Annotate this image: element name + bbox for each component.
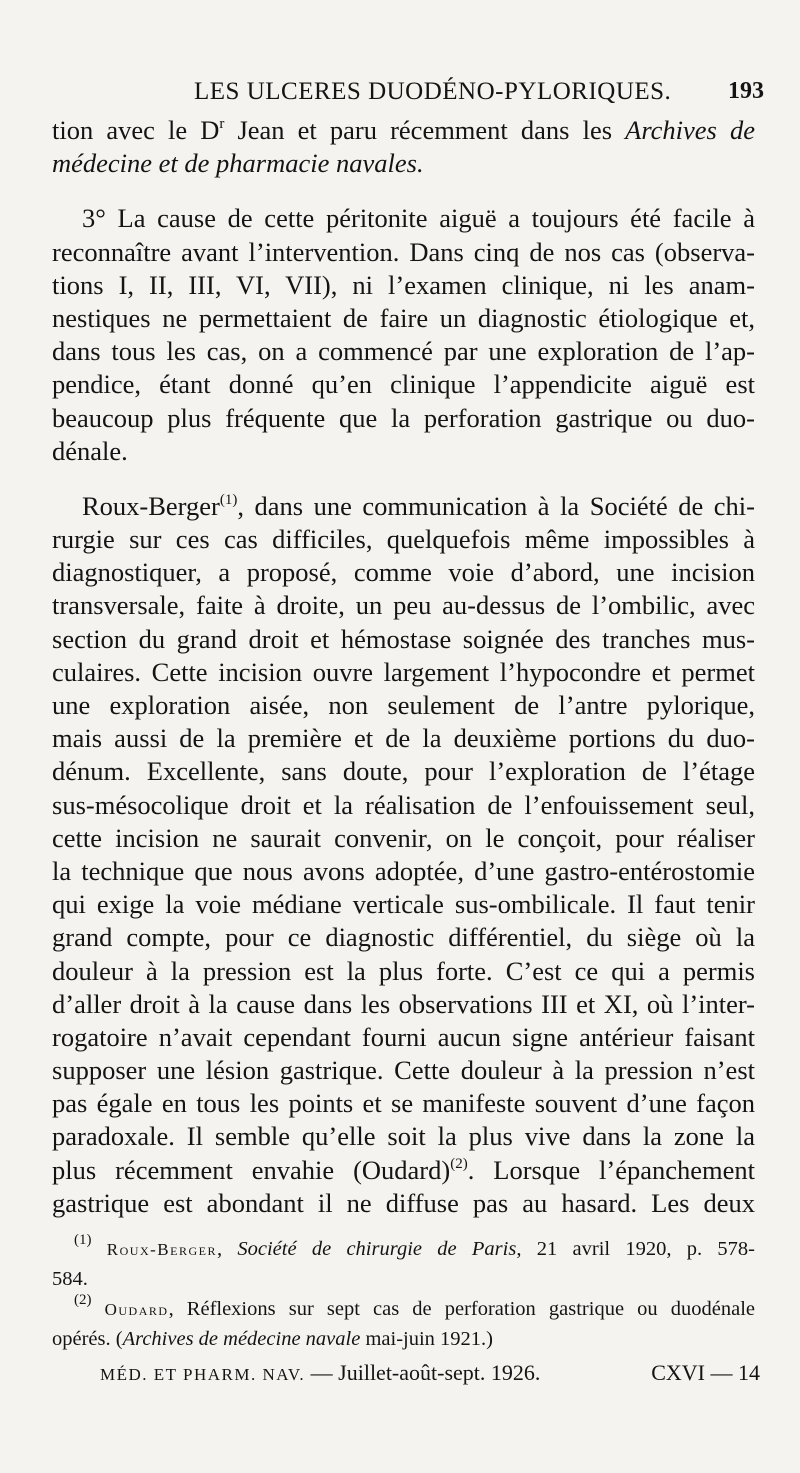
text-line: dénale.: [52, 435, 128, 466]
text-line: section du grand droit et hémostase soignée des tranches mus-: [52, 623, 755, 654]
continuation-line-1: tion avec le $D^r$ Jean et paru récemment dans les Archives de: [52, 115, 755, 145]
text-line: supposer une lésion gastrique. Cette douleur à la pression n’est: [52, 1055, 755, 1086]
text-line: Roux-Berger$^{(1)}$, dans une communication à la Société de chi-: [82, 490, 755, 521]
issue-date: — Juillet-août-sept. 1926.: [305, 1360, 541, 1385]
journal-title-italic: Archives de: [625, 115, 755, 145]
footnote-mark-1: (1): [74, 1234, 92, 1248]
text-line: diagnostiquer, a proposé, comme voie d’abord, une incision: [52, 557, 755, 588]
text-line: cette incision ne saurait convenir, on le conçoit, pour réaliser: [52, 822, 755, 853]
text-line: plus récemment envahie (Oudard)$^{(2)}$. Lorsque l’épanchement: [52, 1154, 755, 1185]
footnote-ref-2: (2): [450, 1155, 468, 1172]
page-footer: [100, 1360, 760, 1390]
page-number: 193: [728, 78, 764, 104]
signature-mark: CXVI — 14: [651, 1360, 760, 1385]
footnote-author: Oudard: [104, 1300, 169, 1319]
text-line: mais aussi de la première et de la deuxième portions du duo-: [52, 723, 755, 754]
text-line: pas égale en tous les points et se manifeste souvent d’une façon: [52, 1088, 755, 1119]
running-header: [52, 78, 764, 112]
text-line: dans tous les cas, on a commencé par une exploration de l’ap-: [52, 336, 755, 367]
text-line: nestiques ne permettaient de faire un diagnostic étiologique et,: [52, 302, 755, 333]
text-line: tions I, II, III, VI, VII), ni l’examen clinique, ni les anam-: [52, 269, 755, 300]
text-line: pendice, étant donné qu’en clinique l’appendicite aiguë est: [52, 369, 755, 400]
footnotes: [52, 1234, 755, 1354]
footnote-mark-2: (2): [74, 1294, 92, 1308]
text-line: d’aller droit à la cause dans les observations III et XI, où l’inter-: [52, 988, 755, 1019]
text-line: paradoxale. Il semble qu’elle soit la plus vive dans la zone la: [52, 1121, 755, 1152]
text-line: grand compte, pour ce diagnostic différentiel, du siège où la: [52, 922, 755, 953]
text-line: transversale, faite à droite, un peu au-dessus de l’ombilic, avec: [52, 590, 755, 621]
continuation-line-2: médecine et de pharmacie navales.: [52, 148, 424, 179]
text-line: une exploration aisée, non seulement de l’antre pylorique,: [52, 690, 755, 720]
text-line: dénum. Excellente, sans doute, pour l’exploration de l’étage: [52, 756, 755, 787]
footnote-1: $^{(1)}$ Roux-Berger, Société de chirurgie de Paris, 21 avril 1920, p. 578-: [74, 1234, 755, 1260]
text-line: rurgie sur ces cas difficiles, quelquefois même impossibles à: [52, 524, 755, 555]
journal-abbrev: MÉD. ET PHARM. NAV.: [100, 1365, 306, 1384]
text-line: la technique que nous avons adoptée, d’une gastro-entérostomie: [52, 855, 755, 886]
paragraph-roux-berger: [52, 490, 755, 1220]
body-text: [52, 114, 755, 1220]
text-line: sus-mésocolique droit et la réalisation de l’enfouissement seul,: [52, 789, 755, 820]
footnote-1-cont: 584.: [52, 1268, 88, 1290]
text-line: beaucoup plus fréquente que la perforation gastrique ou duo-: [52, 402, 755, 433]
text-line: douleur à la pression est la plus forte. C’est ce qui a permis: [52, 955, 755, 986]
running-title: LES ULCERES DUODÉNO-PYLORIQUES.: [194, 78, 672, 105]
text-line: reconnaître avant l’intervention. Dans cinq de nos cas (observa-: [52, 236, 755, 267]
superscript-r: r: [219, 116, 225, 132]
footnote-2: $^{(2)}$ Oudard, Réflexions sur sept cas de perforation gastrique ou duodénale: [74, 1294, 755, 1320]
paragraph-point-3: [52, 202, 755, 468]
text-line: qui exige la voie médiane verticale sus-ombilicale. Il faut tenir: [52, 889, 755, 920]
footnote-2-cont: opérés. (Archives de médecine navale mai-juin 1921.): [52, 1328, 493, 1350]
footnote-author: Roux-Berger: [106, 1240, 217, 1259]
text-line: culaires. Cette incision ouvre largement l’hypocondre et permet: [52, 656, 755, 687]
text-line: 3° La cause de cette péritonite aiguë a toujours été facile à: [82, 203, 755, 234]
text-line: rogatoire n’avait cependant fourni aucun signe antérieur faisant: [52, 1021, 755, 1052]
text-line: gastrique est abondant il ne diffuse pas au hasard. Les deux: [52, 1187, 755, 1218]
footnote-ref-1: (1): [219, 491, 238, 508]
